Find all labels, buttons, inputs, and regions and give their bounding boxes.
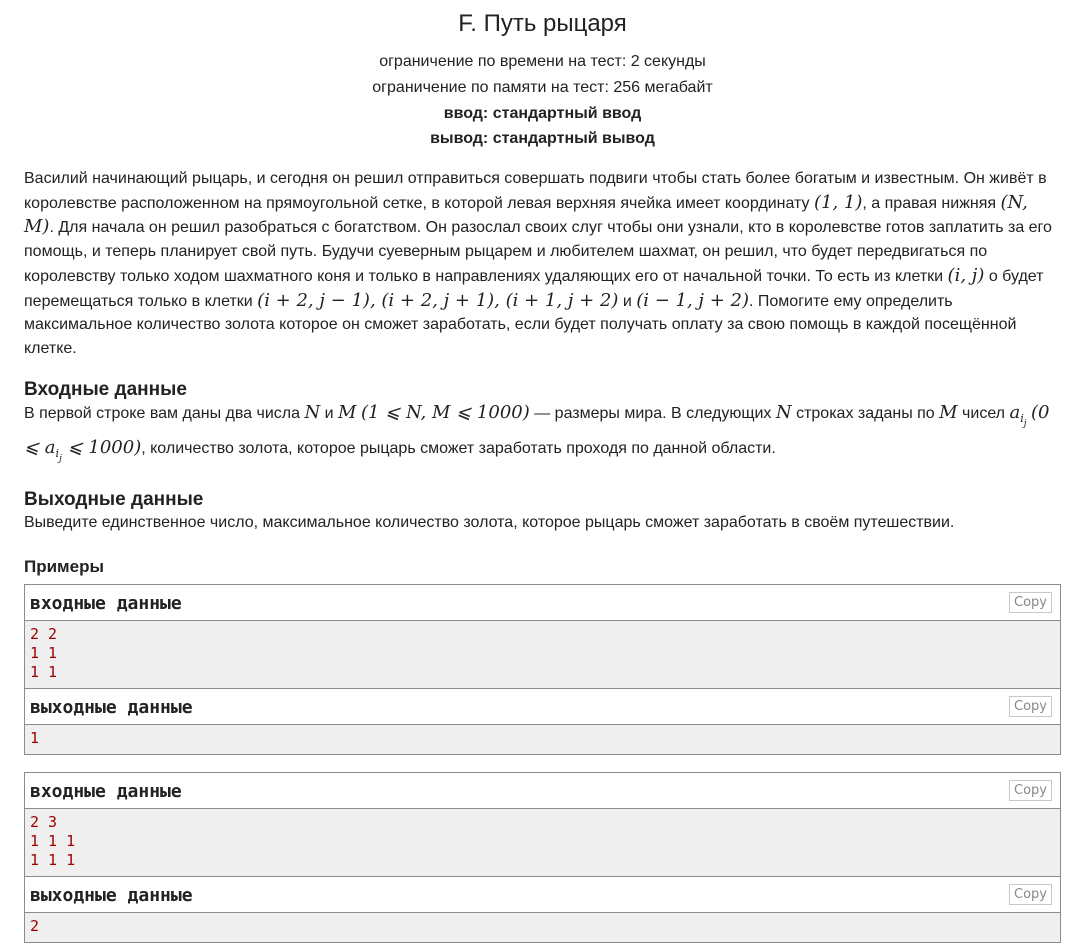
input-section-text: В первой строке вам даны два числа N и M (1 ⩽ N, M ⩽ 1000) — размеры мира. В следующих N строках заданы по M чисел $a_{i_j}$ (0 ⩽ $a_{i_j}$ ⩽ 1000), количество золота, которое рыцарь сможет заработать проходя по данной области.	[24, 401, 1050, 464]
example-input-header	[25, 773, 1060, 809]
copy-button[interactable]: Copy	[1009, 884, 1052, 905]
copy-button[interactable]: Copy	[1009, 780, 1052, 801]
example-input-label: входные данные	[30, 780, 182, 802]
time-limit: ограничение по времени на тест: 2 секунды	[379, 53, 706, 70]
input-file: ввод: стандартный ввод	[443, 105, 642, 122]
example-input-label: входные данные	[30, 592, 182, 614]
legend-text: Василий начинающий рыцарь, и сегодня он решил отправиться совершать подвиги чтобы стать более богатым и известным. Он живёт в королевстве расположенном на прямоугольной сетке, в которой левая верхняя ячейка имеет координату	[24, 170, 1047, 212]
math-start-cell: (1, 1)	[814, 191, 863, 213]
math-moves: (i + 2, j − 1), (i + 2, j + 1), (i + 1, j + 2)	[257, 289, 619, 311]
math-end-cell: (N, M)	[24, 191, 1028, 238]
output-section-title: Выходные данные	[24, 488, 204, 510]
example-1	[24, 584, 1061, 755]
example-input-body[interactable]	[25, 809, 1060, 877]
math-n: N	[304, 401, 321, 423]
output-file: вывод: стандартный вывод	[430, 130, 655, 147]
math-aij-constraint: (0 ⩽ $a_{i_j}$ ⩽ 1000)	[24, 401, 1050, 464]
math-aij: $a_{i_j}$	[1009, 401, 1027, 429]
example-line: 2 2	[30, 624, 58, 643]
math-m: M	[338, 401, 357, 423]
input-section-title: Входные данные	[24, 378, 187, 400]
math-move-last: (i − 1, j + 2)	[636, 289, 750, 311]
example-line: 2 3	[30, 812, 58, 831]
legend-text: о будет перемещаться только в клетки	[24, 267, 1044, 310]
examples-title: Примеры	[24, 556, 104, 576]
example-output-body[interactable]	[25, 913, 1060, 942]
example-line: 1 1 1	[30, 831, 76, 850]
example-output-body[interactable]	[25, 725, 1060, 754]
legend-text: . Помогите ему определить максимальное количество золота которое он сможет заработать, если будет получать оплату за свою помощь в каждой посещённой клетке.	[24, 292, 1017, 357]
problem-statement	[0, 9, 1082, 943]
example-2	[24, 772, 1061, 943]
example-output-header	[25, 877, 1060, 913]
output-section-text: Выведите единственное число, максимальное количество золота, которое рыцарь сможет заработать в своём путешествии.	[24, 513, 955, 531]
example-output-header	[25, 689, 1060, 725]
copy-button[interactable]: Copy	[1009, 696, 1052, 717]
memory-limit: ограничение по памяти на тест: 256 мегабайт	[372, 79, 713, 96]
example-line: 1	[30, 728, 40, 747]
example-line: 2	[30, 916, 40, 935]
example-input-header	[25, 585, 1060, 621]
example-input-body[interactable]	[25, 621, 1060, 689]
example-line: 1 1	[30, 662, 58, 681]
math-m: M	[939, 401, 958, 423]
math-n: N	[775, 401, 792, 423]
problem-title: F. Путь рыцаря	[458, 10, 627, 37]
legend-text: . Для начала он решил разобраться с богатством. Он разослал своих слуг чтобы они узнали, кто в королевстве готов заплатить за его помощь, и теперь планирует свой путь. Будучи суеверным рыцарем и любителем шахмат, он решил, что будет передвигаться по королевству только ходом шахматного коня и только в направлениях удаляющих его от начальной точки. То есть из клетки	[24, 219, 1052, 285]
problem-legend	[24, 167, 1061, 361]
example-line: 1 1	[30, 643, 58, 662]
copy-button[interactable]: Copy	[1009, 592, 1052, 613]
math-cell: (i, j)	[947, 264, 985, 286]
example-line: 1 1 1	[30, 850, 76, 869]
example-output-label: выходные данные	[30, 696, 193, 718]
legend-text: , а правая нижняя	[862, 194, 1001, 212]
example-output-label: выходные данные	[30, 884, 193, 906]
math-constraint: (1 ⩽ N, M ⩽ 1000)	[360, 401, 530, 423]
legend-text: и	[618, 292, 637, 310]
